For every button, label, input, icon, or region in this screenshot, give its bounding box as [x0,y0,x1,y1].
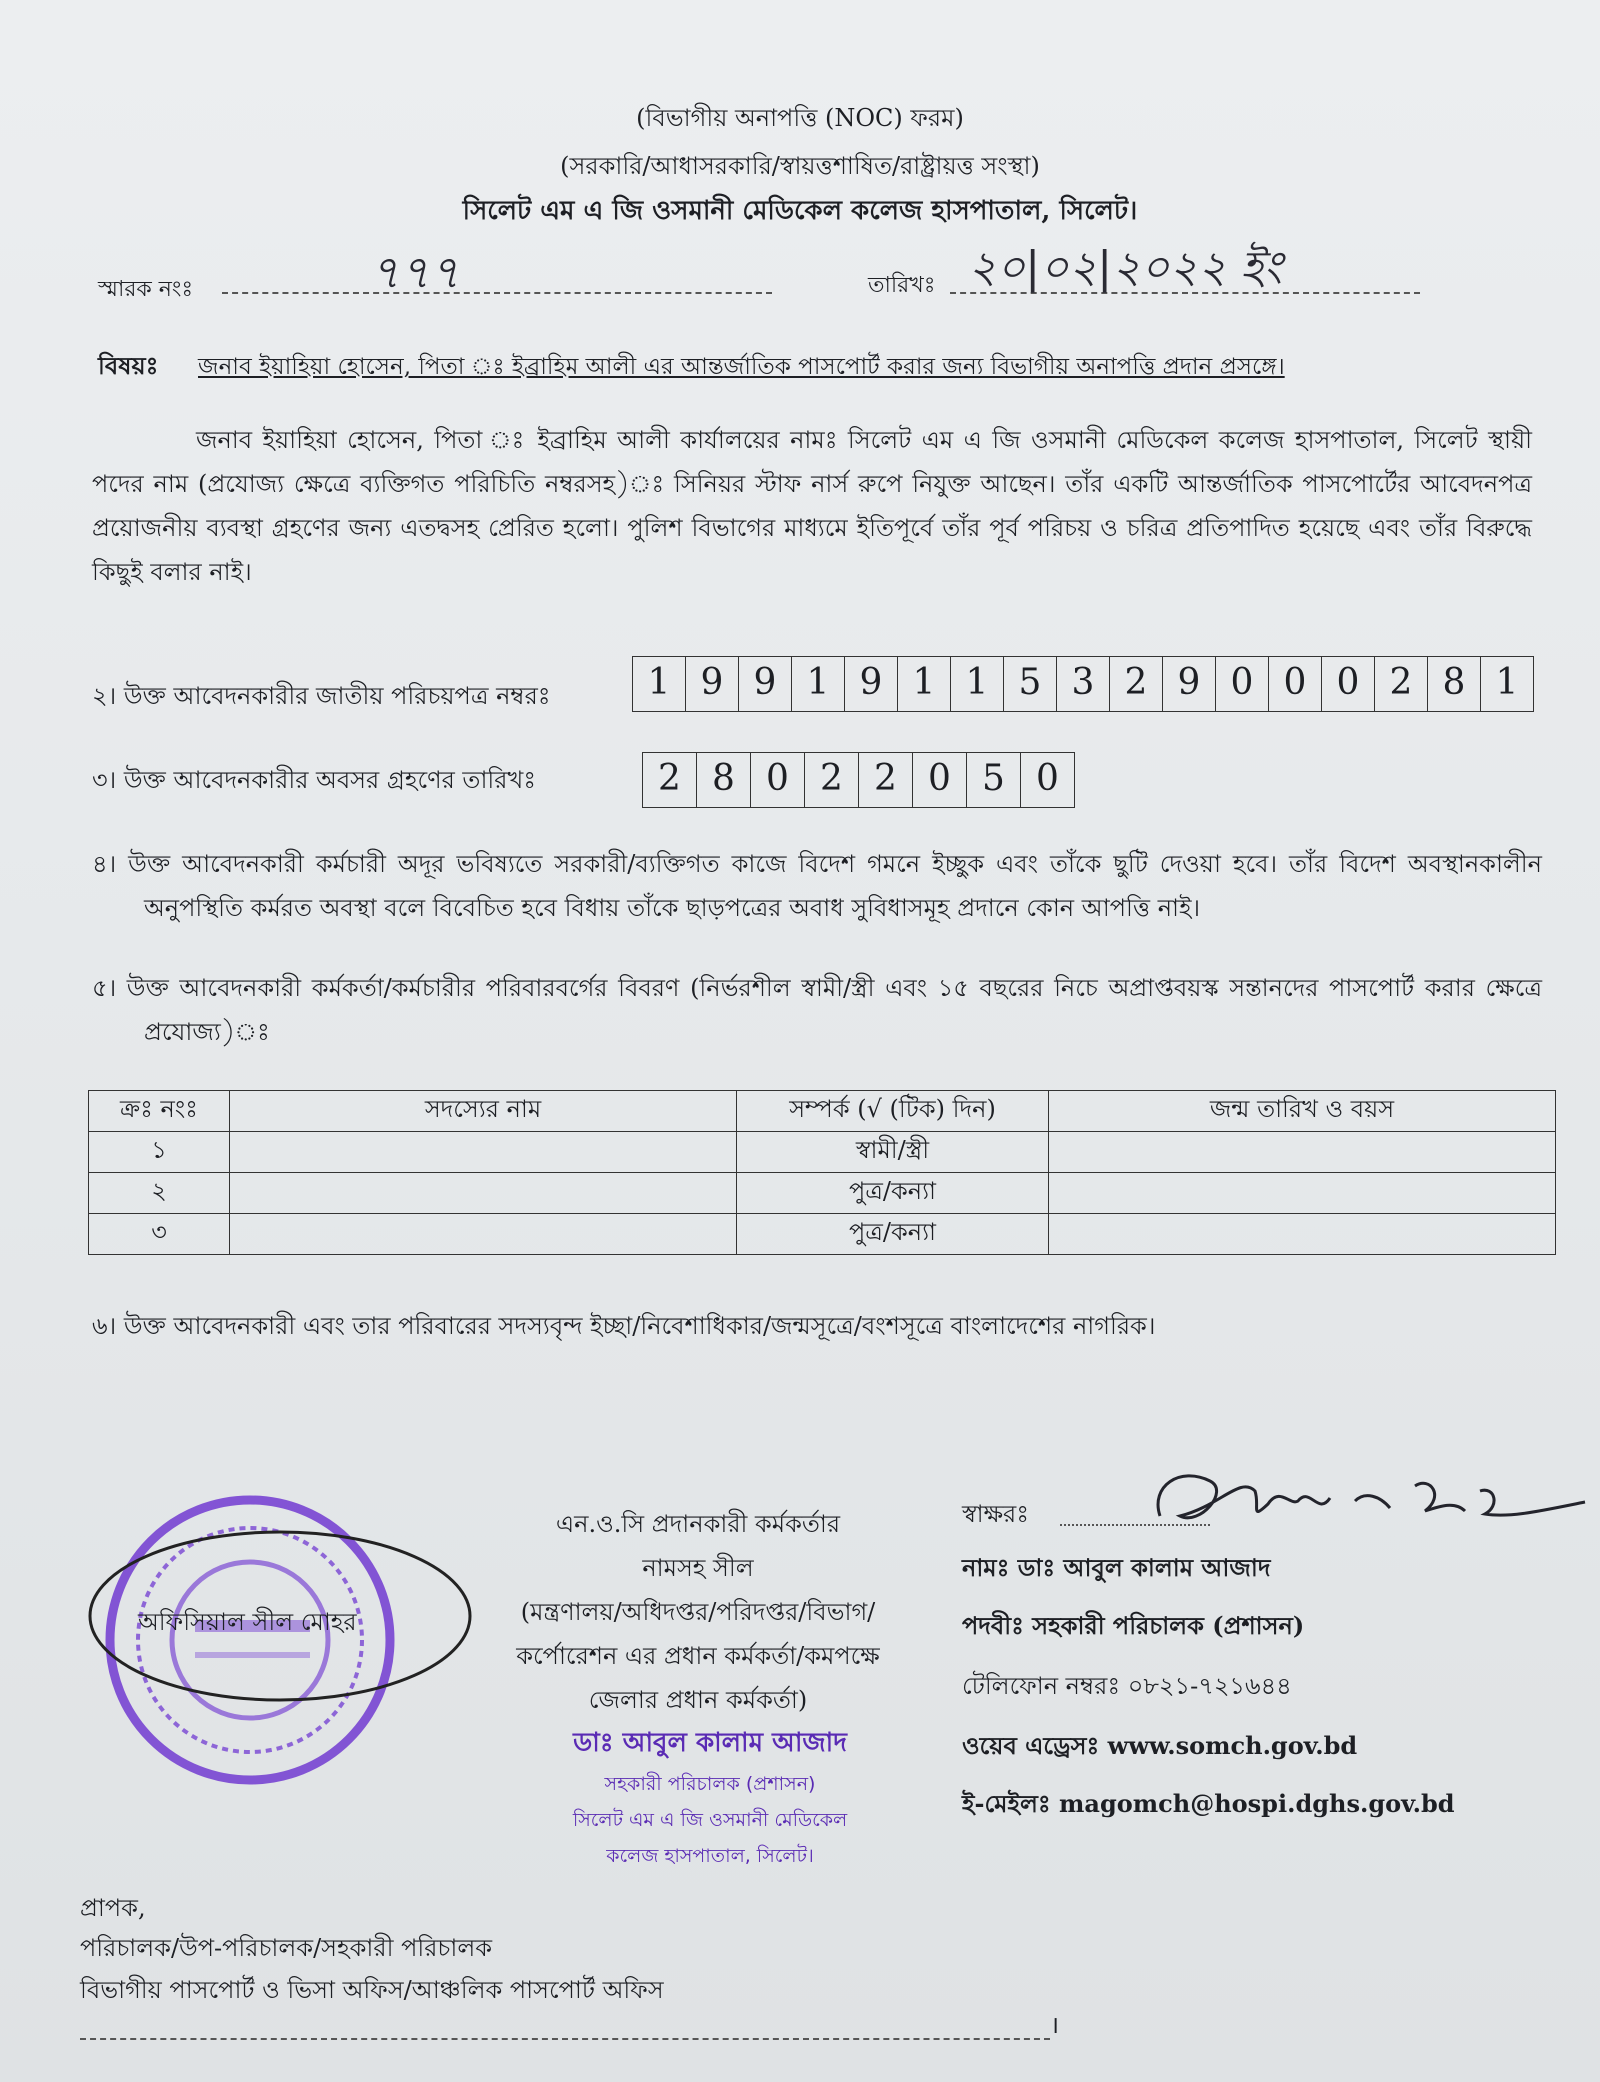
digit-box: 8 [1428,657,1481,711]
col-name-header: সদস্যের নাম [230,1091,737,1132]
digit-box: 0 [1216,657,1269,711]
table-row [89,1214,1556,1255]
signatory-designation: পদবীঃ সহকারী পরিচালক (প্রশাসন) [962,1611,1305,1640]
name-cell [230,1132,737,1173]
signatory-phone: টেলিফোন নম্বরঃ ০৮২১-৭২১৬৪৪ [962,1672,1292,1700]
digit-box: 1 [792,657,845,711]
serial-cell: ১ [89,1132,230,1173]
dob-cell [1049,1132,1556,1173]
digit-box: 0 [1269,657,1322,711]
digit-box: 5 [1004,657,1057,711]
col-serial-header: ক্রঃ নংঃ [89,1091,230,1132]
digit-box: 0 [913,753,967,807]
table-row [89,1173,1556,1214]
item4-block [92,842,1542,930]
col-relation-header: সম্পর্ক (√ (টিক) দিন) [737,1091,1049,1132]
digit-box: 3 [1057,657,1110,711]
digit-box: 1 [898,657,951,711]
digit-box: 1 [951,657,1004,711]
serial-cell: ৩ [89,1214,230,1255]
stamp-org-line1: সিলেট এম এ জি ওসমানী মেডিকেল [572,1809,848,1831]
intro-text: জনাব ইয়াহিয়া হোসেন, পিতা ঃ ইব্রাহিম আলী কার্যালয়ের নামঃ সিলেট এম এ জি ওসমানী মেডিকেল কলেজ হাসপাতাল, সিলেট স্থায়ী পদের নাম (প্রযোজ্য ক্ষেত্রে ব্যক্তিগত পরিচিতি নম্বরসহ)ঃ সিনিয়র স্টাফ নার্স রুপে নিযুক্ত আছেন। তাঁর একটি আন্তর্জাতিক পাসপোর্টের আবেদনপত্র প্রয়োজনীয় ব্যবস্থা গ্রহণের জন্য এতদ্বসহ প্রেরিত হলো। পুলিশ বিভাগের মাধ্যমে ইতিপূর্বে তাঁর পূর্ব পরিচয় ও চরিত্র প্রতিপাদিত হয়েছে এবং তাঁর বিরুদ্ধে কিছুই বলার নাই। [92,426,1532,586]
relation-cell: পুত্র/কন্যা [737,1214,1049,1255]
table-row [89,1132,1556,1173]
digit-box: 2 [1375,657,1428,711]
serial-cell: ২ [89,1173,230,1214]
official-seal-label: অফিসিয়াল সীল মোহর [138,1608,357,1636]
date-value: ২০|০২|২০২২ ইং [968,242,1283,293]
digit-box: 9 [686,657,739,711]
digit-box: 8 [697,753,751,807]
recipient-dotted-line [80,2036,1050,2040]
signature-label: স্বাক্ষরঃ [962,1500,1030,1528]
recipient-line2: বিভাগীয় পাসপোর্ট ও ভিসা অফিস/আঞ্চলিক পাসপোর্ট অফিস [80,1976,664,2004]
signatory-name: নামঃ ডাঃ আবুল কালাম আজাদ [962,1553,1271,1582]
noc-officer-block [478,1502,918,1722]
officer-stamp [520,1722,900,1874]
relation-cell: পুত্র/কন্যা [737,1173,1049,1214]
memo-dotted-line [222,290,772,294]
digit-box: 0 [1322,657,1375,711]
digit-box: 9 [1163,657,1216,711]
digit-box: 1 [633,657,686,711]
item4-text: ৪। উক্ত আবেদনকারী কর্মচারী অদূর ভবিষ্যতে সরকারী/ব্যক্তিগত কাজে বিদেশ গমনে ইচ্ছুক এবং তাঁকে ছুটি দেওয়া হবে। তাঁর বিদেশ অবস্থানকালীন অনুপস্থিতি কর্মরত অবস্থা বলে বিবেচিত হবে বিধায় তাঁকে ছাড়পত্রের অবাধ সুবিধাসমূহ প্রদানে কোন আপত্তি নাই। [92,850,1542,922]
name-cell [230,1214,737,1255]
signatory-website: ওয়েব এড্রেসঃ www.somch.gov.bd [962,1731,1358,1760]
citizenship-text: ৬। উক্ত আবেদনকারী এবং তার পরিবারের সদস্যবৃন্দ ইচ্ছা/নিবেশাধিকার/জন্মসূত্রে/বংশসূত্রে বাংলাদেশের নাগরিক। [92,1312,1156,1340]
digit-box: 9 [739,657,792,711]
noc-officer-line3: (মন্ত্রণালয়/অধিদপ্তর/পরিদপ্তর/বিভাগ/ [520,1598,876,1626]
nid-number-boxes [632,656,1534,712]
stamp-org-line2: কলেজ হাসপাতাল, সিলেট। [606,1845,814,1867]
noc-officer-line2: নামসহ সীল [642,1554,754,1582]
item5-text: ৫। উক্ত আবেদনকারী কর্মকর্তা/কর্মচারীর পরিবারবর্গের বিবরণ (নির্ভরশীল স্বামী/স্ত্রী এবং ১৫ বছরের নিচে অপ্রাপ্তবয়স্ক সন্তানদের পাসপোর্ট করার ক্ষেত্রে প্রযোজ্য)ঃ [92,974,1542,1046]
name-cell [230,1173,737,1214]
noc-officer-line5: জেলার প্রধান কর্মকর্তা) [588,1686,808,1714]
retirement-label: ৩। উক্ত আবেদনকারীর অবসর গ্রহণের তারিখঃ [92,766,537,794]
date-label: তারিখঃ [868,273,936,298]
item5-block [92,966,1542,1054]
digit-box: 5 [967,753,1021,807]
intro-paragraph [92,418,1532,594]
digit-box: 2 [859,753,913,807]
subject-text: জনাব ইয়াহিয়া হোসেন, পিতা ঃ ইব্রাহিম আলী এর আন্তর্জাতিক পাসপোর্ট করার জন্য বিভাগীয় অনাপত্তি প্রদান প্রসঙ্গে। [198,354,1285,380]
digit-box: 9 [845,657,898,711]
signatory-email: ই-মেইলঃ magomch@hospi.dghs.gov.bd [962,1789,1455,1818]
form-title: (বিভাগীয় অনাপত্তি (NOC) ফরম) [636,104,964,132]
noc-officer-line4: কর্পোরেশন এর প্রধান কর্মকর্তা/কমপক্ষে [516,1642,880,1670]
col-dob-header: জন্ম তারিখ ও বয়স [1049,1091,1556,1132]
digit-box: 2 [805,753,859,807]
dob-cell [1049,1214,1556,1255]
recipient-line3: । [1050,2011,1060,2039]
dob-cell [1049,1173,1556,1214]
digit-box: 0 [751,753,805,807]
relation-cell: স্বামী/স্ত্রী [737,1132,1049,1173]
recipient-label: প্রাপক, [80,1894,146,1922]
stamp-officer-title: সহকারী পরিচালক (প্রশাসন) [604,1773,816,1795]
institution-name: সিলেট এম এ জি ওসমানী মেডিকেল কলেজ হাসপাতাল, সিলেট। [462,196,1138,226]
nid-label: ২। উক্ত আবেদনকারীর জাতীয় পরিচয়পত্র নম্বরঃ [92,682,551,710]
digit-box: 0 [1036,758,1059,799]
stamp-officer-name: ডাঃ আবুল কালাম আজাদ [573,1728,847,1758]
table-header-row [89,1091,1556,1132]
family-table [88,1090,1556,1255]
subject-label: বিষয়ঃ [98,351,159,380]
form-subtitle: (সরকারি/আধাসরকারি/স্বায়ত্তশাষিত/রাষ্ট্রায়ত্ত সংস্থা) [560,152,1040,180]
digit-box: 2 [643,753,697,807]
retirement-date-boxes [642,752,1075,808]
memo-number: ৭৭৭ [370,245,460,299]
recipient-line1: পরিচালক/উপ-পরিচালক/সহকারী পরিচালক [80,1934,493,1962]
digit-box: 2 [1110,657,1163,711]
handwritten-signature-icon [1140,1446,1590,1556]
noc-officer-line1: এন.ও.সি প্রদানকারী কর্মকর্তার [555,1510,841,1538]
memo-label: স্মারক নংঃ [98,277,194,302]
digit-box: 1 [1495,662,1519,703]
